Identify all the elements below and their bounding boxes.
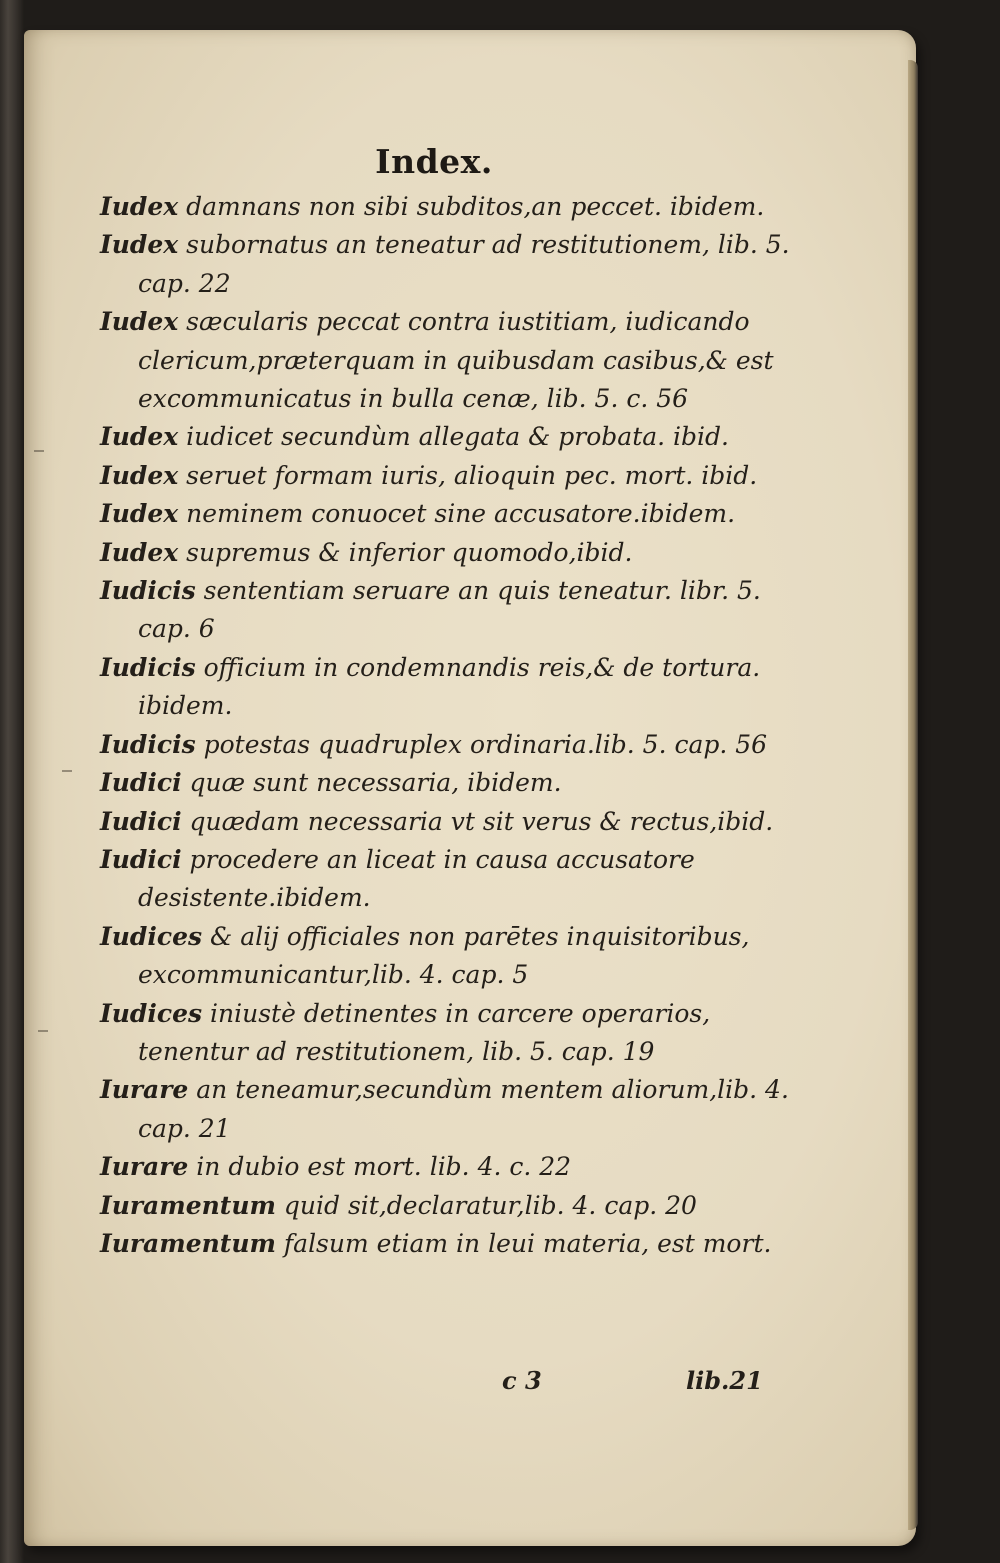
- entry-headword: Iudices: [100, 998, 203, 1028]
- entry-text: sententiam seruare an quis teneatur. libr. 5. cap. 6: [138, 576, 761, 644]
- index-entry: [100, 572, 800, 649]
- entry-headword: Iudici: [100, 768, 182, 798]
- entry-headword: Iudici: [100, 844, 182, 874]
- entry-text: quædam necessaria vt sit verus & rectus,ibid.: [189, 806, 774, 836]
- entry-headword: Iudici: [100, 806, 182, 836]
- page-footer: [24, 1366, 924, 1406]
- entry-text: quæ sunt necessaria, ibidem.: [189, 768, 562, 798]
- entry-text: neminem conuocet sine accusatore.ibidem.: [186, 499, 736, 529]
- index-entry: [100, 495, 800, 533]
- index-entry: [100, 188, 800, 226]
- index-entry: [100, 226, 800, 303]
- entry-headword: Iudex: [100, 192, 179, 221]
- index-entry: [100, 918, 800, 995]
- margin-mark: [34, 450, 44, 452]
- entry-text: procedere an liceat in causa accusatore desistente.ibidem.: [138, 844, 695, 913]
- entry-headword: Iudex: [100, 422, 179, 452]
- entry-headword: Iurare: [100, 1152, 189, 1182]
- entry-headword: Iuramentum: [100, 1228, 276, 1258]
- book-page: [24, 30, 916, 1546]
- index-entry: [100, 803, 800, 841]
- entry-headword: Iurare: [100, 1075, 189, 1105]
- index-entry: [100, 418, 800, 456]
- entry-text: damnans non sibi subditos,an peccet. ibidem.: [186, 192, 765, 221]
- index-entry: [100, 649, 800, 726]
- entry-text: potestas quadruplex ordinaria.lib. 5. cap. 56: [203, 729, 768, 759]
- running-head: Index.: [375, 142, 493, 181]
- entry-headword: Iuramentum: [100, 1190, 276, 1220]
- catchword: lib.21: [686, 1366, 763, 1395]
- entry-text: subornatus an teneatur ad restitutionem, lib. 5. cap. 22: [138, 230, 790, 298]
- entry-text: iudicet secundùm allegata & probata. ibid.: [186, 422, 729, 452]
- entry-headword: Iudex: [100, 460, 179, 490]
- entry-headword: Iudices: [100, 921, 203, 951]
- index-entry: [100, 1225, 800, 1263]
- index-entry: [100, 303, 800, 418]
- index-entry: [100, 1148, 800, 1186]
- entry-headword: Iudex: [100, 230, 179, 260]
- entry-headword: Iudex: [100, 537, 179, 567]
- index-entries: [100, 188, 800, 1263]
- entry-text: falsum etiam in leui materia, est mort.: [283, 1228, 772, 1258]
- index-entry: [100, 841, 800, 918]
- entry-text: an teneamur,secundùm mentem aliorum,lib. 4. cap. 21: [138, 1075, 789, 1143]
- margin-mark: [62, 770, 72, 772]
- entry-text: quid sit,declaratur,lib. 4. cap. 20: [283, 1190, 697, 1220]
- index-entry: [100, 995, 800, 1072]
- entry-headword: Iudex: [100, 307, 179, 337]
- entry-headword: Iudex: [100, 499, 179, 529]
- index-entry: [100, 1187, 800, 1225]
- index-entry: [100, 764, 800, 802]
- signature-mark: c 3: [502, 1366, 542, 1395]
- entry-text: sæcularis peccat contra iustitiam, iudicando clericum,præterquam in quibusdam casibus,& est excommunicatus in bulla cenæ, lib. 5. c. 56: [138, 307, 774, 414]
- entry-text: supremus & inferior quomodo,ibid.: [186, 537, 633, 567]
- entry-text: & alij officiales non parētes inquisitoribus, excommunicantur,lib. 4. cap. 5: [138, 921, 750, 990]
- entry-text: officium in condemnandis reis,& de tortura. ibidem.: [138, 652, 761, 721]
- index-entry: [100, 726, 800, 764]
- entry-text: seruet formam iuris, alioquin pec. mort. ibid.: [186, 460, 758, 490]
- margin-mark: [38, 1030, 48, 1032]
- index-entry: [100, 457, 800, 495]
- entry-headword: Iudicis: [100, 576, 196, 606]
- index-entry: [100, 1071, 800, 1148]
- entry-text: iniustè detinentes in carcere operarios, tenentur ad restitutionem, lib. 5. cap. 19: [138, 998, 711, 1066]
- entry-headword: Iudicis: [100, 652, 196, 682]
- page-edge: [908, 60, 918, 1530]
- entry-text: in dubio est mort. lib. 4. c. 22: [196, 1152, 572, 1182]
- index-entry: [100, 534, 800, 572]
- entry-headword: Iudicis: [100, 729, 196, 759]
